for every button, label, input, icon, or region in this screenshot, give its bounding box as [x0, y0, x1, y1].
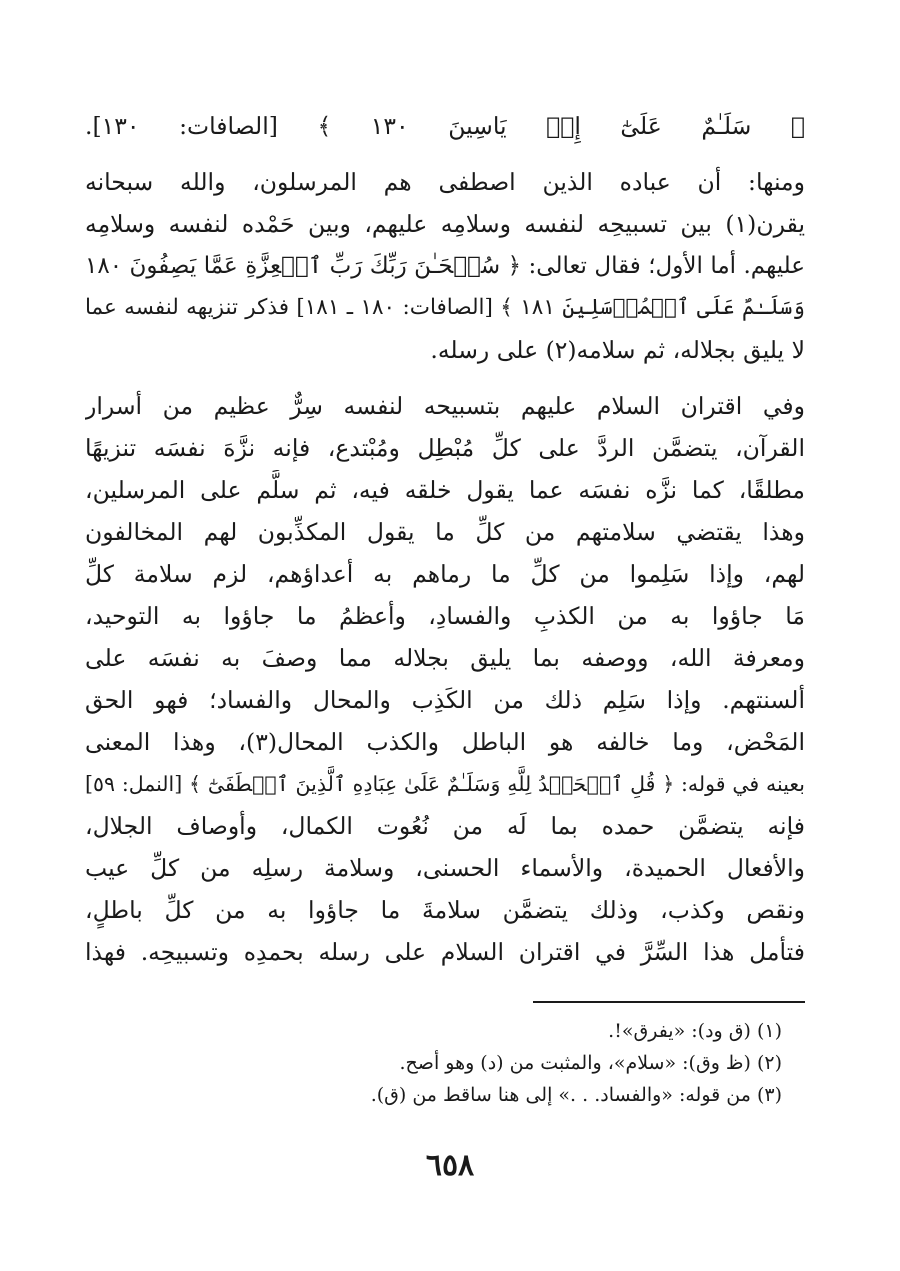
text-line-verse: عليهم. أما الأول؛ فقال تعالى: ﴿ سُبۡحَـٰنَ رَبِّكَ رَبِّ ٱلۡعِزَّةِ عَمَّا يَصِفُونَ ١٨٠ [85, 253, 805, 279]
footnote-2: (٢) (ظ وق): «سلام»، والمثبت من (د) وهو أصح. [399, 1052, 782, 1074]
text-line: ومنها: أن عباده الذين اصطفى هم المرسلون، والله سبحانه [85, 168, 805, 196]
text-line: والأفعال الحميدة، والأسماء الحسنى، وسلامة رسلِه من كلِّ عيب [85, 854, 805, 882]
footnote-3: (٣) من قوله: «والفساد. . .» إلى هنا ساقط من (ق). [370, 1084, 782, 1106]
footnote-separator [533, 1001, 805, 1003]
text-line: ألسنتهم. وإذا سَلِم ذلك من الكَذِب والمحال والفساد؛ فهو الحق [85, 686, 805, 714]
text-line: ونقص وكذب، وذلك يتضمَّن سلامةَ ما جاؤوا به من كلِّ باطلٍ، [85, 896, 805, 924]
text-line: مَا جاؤوا به من الكذبِ والفسادِ، وأعظمُ ما جاؤوا به التوحيد، [85, 602, 805, 630]
text-line: فتأمل هذا السِّرَّ في اقتران السلام على رسله بحمدِه وتسبيحِه. فهذا [85, 938, 805, 966]
text-line: المَحْض، وما خالفه هو الباطل والكذب المحال(٣)، وهذا المعنى [85, 728, 805, 756]
text-line: لهم، وإذا سَلِموا من كلِّ ما رماهم به أعداؤهم، لزم سلامة كلِّ [85, 560, 805, 588]
text-line: لا يليق بجلاله، ثم سلامه(٢) على رسله. [430, 336, 805, 364]
text-line: وفي اقتران السلام عليهم بتسبيحه لنفسه سِرٌّ عظيم من أسرار [85, 392, 805, 420]
text-line: فإنه يتضمَّن حمده بما لَه من نُعُوت الكمال، وأوصاف الجلال، [85, 812, 805, 840]
text-line: ومعرفة الله، ووصفه بما يليق بجلاله مما وصفَ به نفسَه على [85, 644, 805, 672]
page-number: ٦٥٨ [425, 1148, 475, 1183]
text-line: يقرن(١) بين تسبيحِه لنفسه وسلامِه عليهم، وبين حَمْده لنفسه وسلامِه [85, 210, 805, 238]
footnote-1: (١) (ق ود): «يفرق»!. [608, 1020, 782, 1042]
text-line: مطلقًا، كما نزَّه نفسَه عما يقول خلقه فيه، ثم سلَّم على المرسلين، [85, 476, 805, 504]
text-line-verse-yasin: ﴿ سَلَـٰمٌ عَلَىٰٓ إِلۡ يَاسِينَ ١٣٠ ﴾ [الصافات: ١٣٠]. [85, 112, 805, 140]
text-line: القرآن، يتضمَّن الردَّ على كلِّ مُبْطِل ومُبْتدع، فإنه نزَّهَ نفسَه تنزيهًا [85, 434, 805, 462]
text-line-verse: بعينه في قوله: ﴿ قُلِ ٱلۡحَمۡدُ لِلَّهِ وَسَلَـٰمٌ عَلَىٰ عِبَادِهِ ٱلَّذِينَ ٱصۡطَفَىٰٓ ﴾ [النمل: ٥٩] [85, 772, 805, 796]
text-line-verse: وَسَلَـٰمٌ عَلَى ٱلۡمُرۡسَلِينَ ١٨١ ﴾ [الصافات: ١٨٠ ـ ١٨١] فذكر تنزيهه لنفسه عما [85, 295, 805, 320]
text-line: وهذا يقتضي سلامتهم من كلِّ ما يقول المكذِّبون لهم المخالفون [85, 518, 805, 546]
